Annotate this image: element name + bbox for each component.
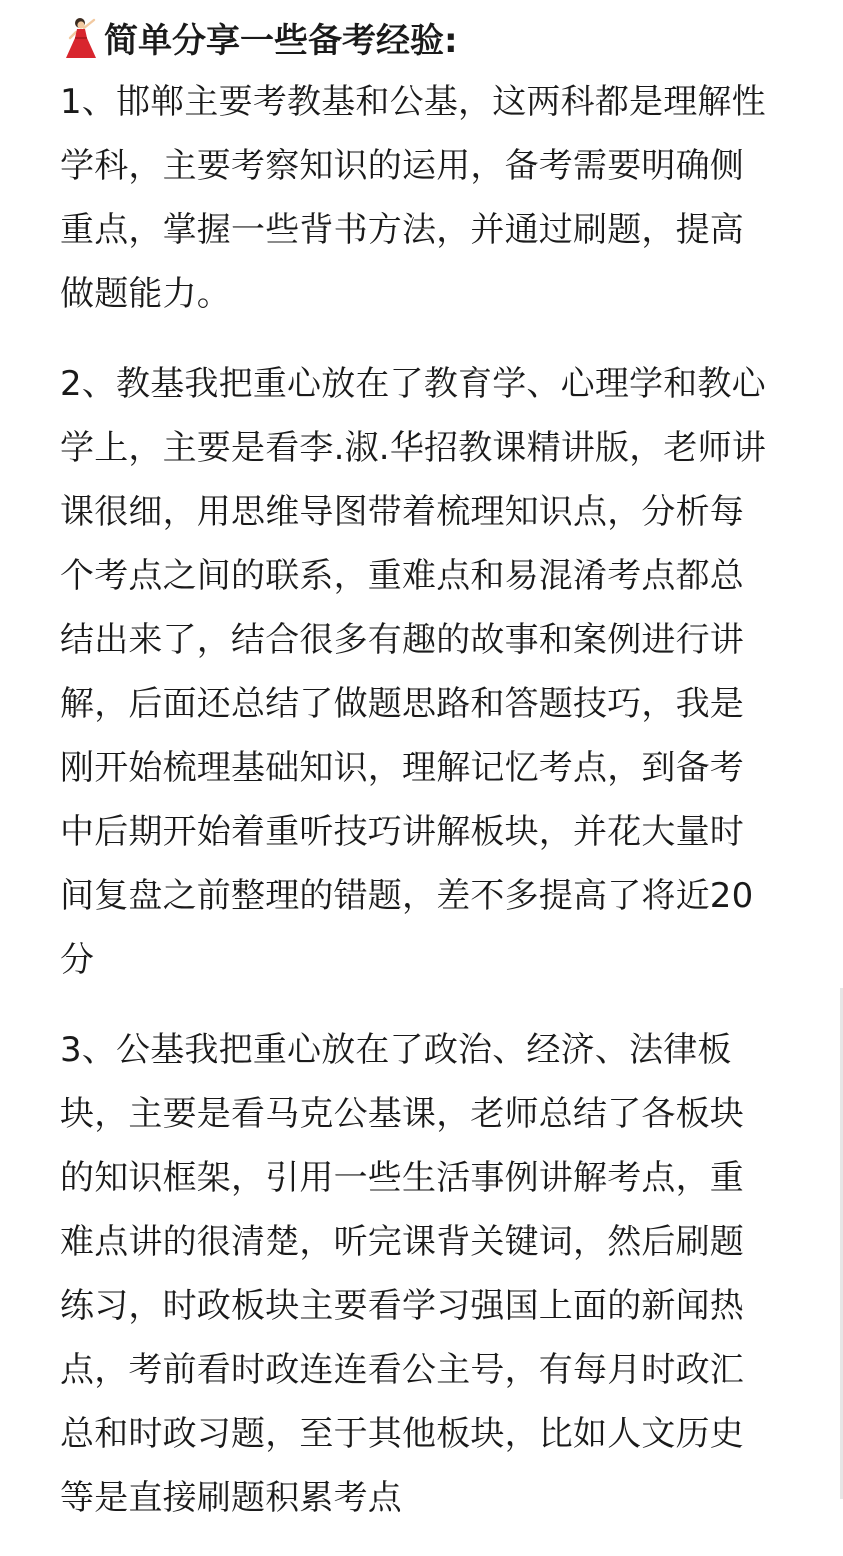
paragraph-2: 2、教基我把重心放在了教育学、心理学和教心学上，主要是看李.淑.华招教课精讲版，老师讲课很细，用思维导图带着梳理知识点，分析每个考点之间的联系，重难点和易混淆考点都总结出来了，结合很多有趣的故事和案例进行讲解，后面还总结了做题思路和答题技巧，我是刚开始梳理基础知识，理解记忆考点，到备考中后期开始着重听技巧讲解板块，并花大量时间复盘之前整理的错题，差不多提高了将近20分 (60, 364, 767, 980)
section-heading-text: 简单分享一些备考经验: (104, 21, 458, 61)
paragraph-1: 1、邯郸主要考教基和公基，这两科都是理解性学科，主要考察知识的运用，备考需要明确侧重点，掌握一些背书方法，并通过刷题，提高做题能力。 (60, 82, 766, 314)
article-body (60, 12, 776, 1556)
paragraph-3: 3、公基我把重心放在了政治、经济、法律板块，主要是看马克公基课，老师总结了各板块的知识框架，引用一些生活事例讲解考点，重难点讲的很清楚，听完课背关键词，然后刷题练习，时政板块主要看学习强国上面的新闻热点，考前看时政连连看公主号，有每月时政汇总和时政习题，至于其他板块，比如人文历史等是直接刷题积累考点 (60, 1030, 744, 1518)
section-heading (60, 12, 776, 70)
dancer-emoji-icon (60, 16, 104, 60)
